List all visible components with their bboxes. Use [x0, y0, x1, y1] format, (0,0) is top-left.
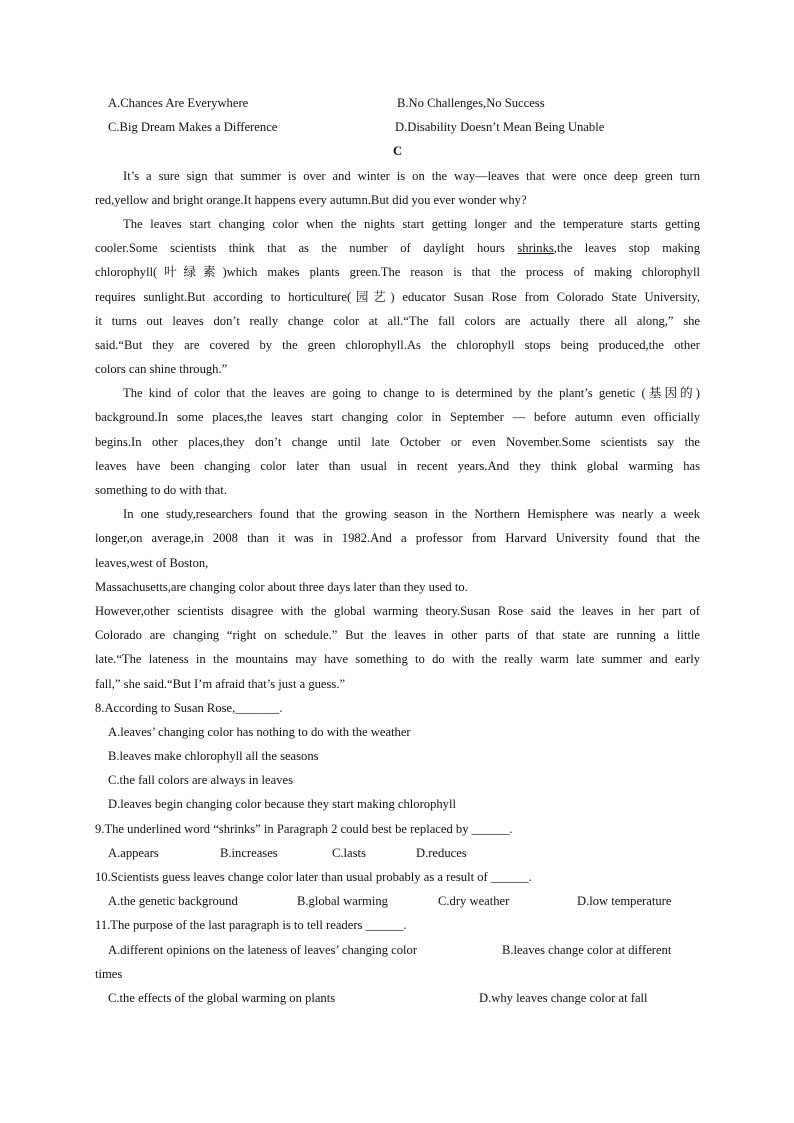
passage-line: begins.In other places,they don’t change until late October or even November.Some scientists say the — [95, 434, 700, 449]
q11-option-b-continued: times — [95, 966, 123, 981]
q9-option-d: D.reduces — [416, 845, 467, 860]
q7-option-a: A.Chances Are Everywhere — [108, 96, 249, 110]
passage-line: background.In some places,the leaves start changing color in September — before autumn even officially — [95, 410, 700, 425]
passage-line: The leaves start changing color when the nights start getting longer and the temperature starts getting — [123, 216, 700, 231]
q8-option-b: B.leaves make chlorophyll all the seasons — [108, 749, 319, 764]
q8-option-d: D.leaves begin changing color because they start making chlorophyll — [108, 797, 456, 812]
q8-option-c: C.the fall colors are always in leaves — [108, 773, 293, 788]
passage-line: Colorado are changing “right on schedule.” But the leaves in other parts of that state are running a little — [95, 628, 700, 643]
q11-option-a: A.different opinions on the lateness of leaves’ changing color — [108, 942, 418, 957]
q7-options-row-1 — [95, 91, 700, 115]
passage-line: something to do with that. — [95, 483, 227, 497]
passage-text: ,the leaves stop making — [553, 241, 700, 256]
underlined-word: shrinks — [517, 241, 554, 256]
section-label: C — [392, 144, 403, 159]
passage-line: red,yellow and bright orange.It happens every autumn.But did you ever wonder why? — [95, 192, 527, 207]
passage-line: The kind of color that the leaves are going to change to is determined by the plant’s genetic (基因的) — [123, 386, 700, 401]
passage-line: requires sunlight.But according to horticulture(园艺) educator Susan Rose from Colorado State University, — [95, 289, 700, 304]
passage-line: longer,on average,in 2008 than it was in 1982.And a professor from Harvard University found that the — [95, 531, 700, 546]
q8-stem: 8.According to Susan Rose,_______. — [95, 700, 283, 715]
q10-option-d: D.low temperature — [577, 894, 672, 909]
q11-option-c: C.the effects of the global warming on plants — [108, 990, 336, 1005]
q9-option-c: C.lasts — [332, 845, 366, 860]
passage-line: colors can shine through.” — [95, 362, 228, 377]
passage-text: cooler.Some scientists think that as the number of daylight hours — [95, 241, 518, 256]
q9-option-b: B.increases — [220, 845, 278, 860]
q10-option-c: C.dry weather — [438, 894, 510, 909]
exam-page — [95, 91, 700, 1010]
q11-options-row-1 — [95, 938, 700, 962]
passage-line: it turns out leaves don’t really change color at all.“The fall colors are actually there all along,” she — [95, 313, 700, 328]
passage-line: fall,” she said.“But I’m afraid that’s just a guess.” — [95, 676, 346, 691]
q10-option-b: B.global warming — [297, 894, 388, 909]
q11-options-row-2 — [95, 986, 700, 1010]
q9-options-row — [95, 841, 700, 865]
q11-stem: 11.The purpose of the last paragraph is to tell readers ______. — [95, 918, 407, 933]
passage-line: leaves,west of Boston, — [95, 555, 209, 570]
passage-line: In one study,researchers found that the growing season in the Northern Hemisphere was nearly a week — [123, 507, 700, 522]
q11-option-d: D.why leaves change color at fall — [479, 990, 648, 1005]
q7-option-d: D.Disability Doesn’t Mean Being Unable — [395, 120, 605, 135]
q9-stem: 9.The underlined word “shrinks” in Paragraph 2 could best be replaced by ______. — [95, 821, 513, 836]
q8-option-a: A.leaves’ changing color has nothing to do with the weather — [108, 724, 411, 739]
q9-option-a: A.appears — [108, 845, 159, 860]
q7-option-c: C.Big Dream Makes a Difference — [108, 120, 278, 135]
passage-line: chlorophyll(叶绿素)which makes plants green.The reason is that the process of making chlorophyll — [95, 265, 700, 280]
q7-option-b: B.No Challenges,No Success — [397, 96, 545, 110]
passage-line: said.“But they are covered by the green chlorophyll.As the chlorophyll stops being produced,the other — [95, 337, 700, 352]
q10-stem: 10.Scientists guess leaves change color later than usual probably as a result of ______. — [95, 870, 532, 884]
q11-option-b: B.leaves change color at different — [502, 942, 672, 957]
passage-line: Massachusetts,are changing color about three days later than they used to. — [95, 579, 468, 594]
q10-option-a: A.the genetic background — [108, 894, 238, 909]
passage-line: It’s a sure sign that summer is over and winter is on the way—leaves that were once deep green turn — [123, 168, 700, 183]
q10-options-row — [95, 889, 700, 913]
q7-options-row-2 — [95, 115, 700, 139]
passage-line: However,other scientists disagree with the global warming theory.Susan Rose said the leaves in her part of — [95, 603, 700, 618]
passage-line: leaves have been changing color later than usual in recent years.And they think global warming has — [95, 458, 700, 473]
passage-line: late.“The lateness in the mountains may have something to do with the really warm late summer and early — [95, 652, 700, 667]
passage-line-underline — [95, 236, 700, 260]
